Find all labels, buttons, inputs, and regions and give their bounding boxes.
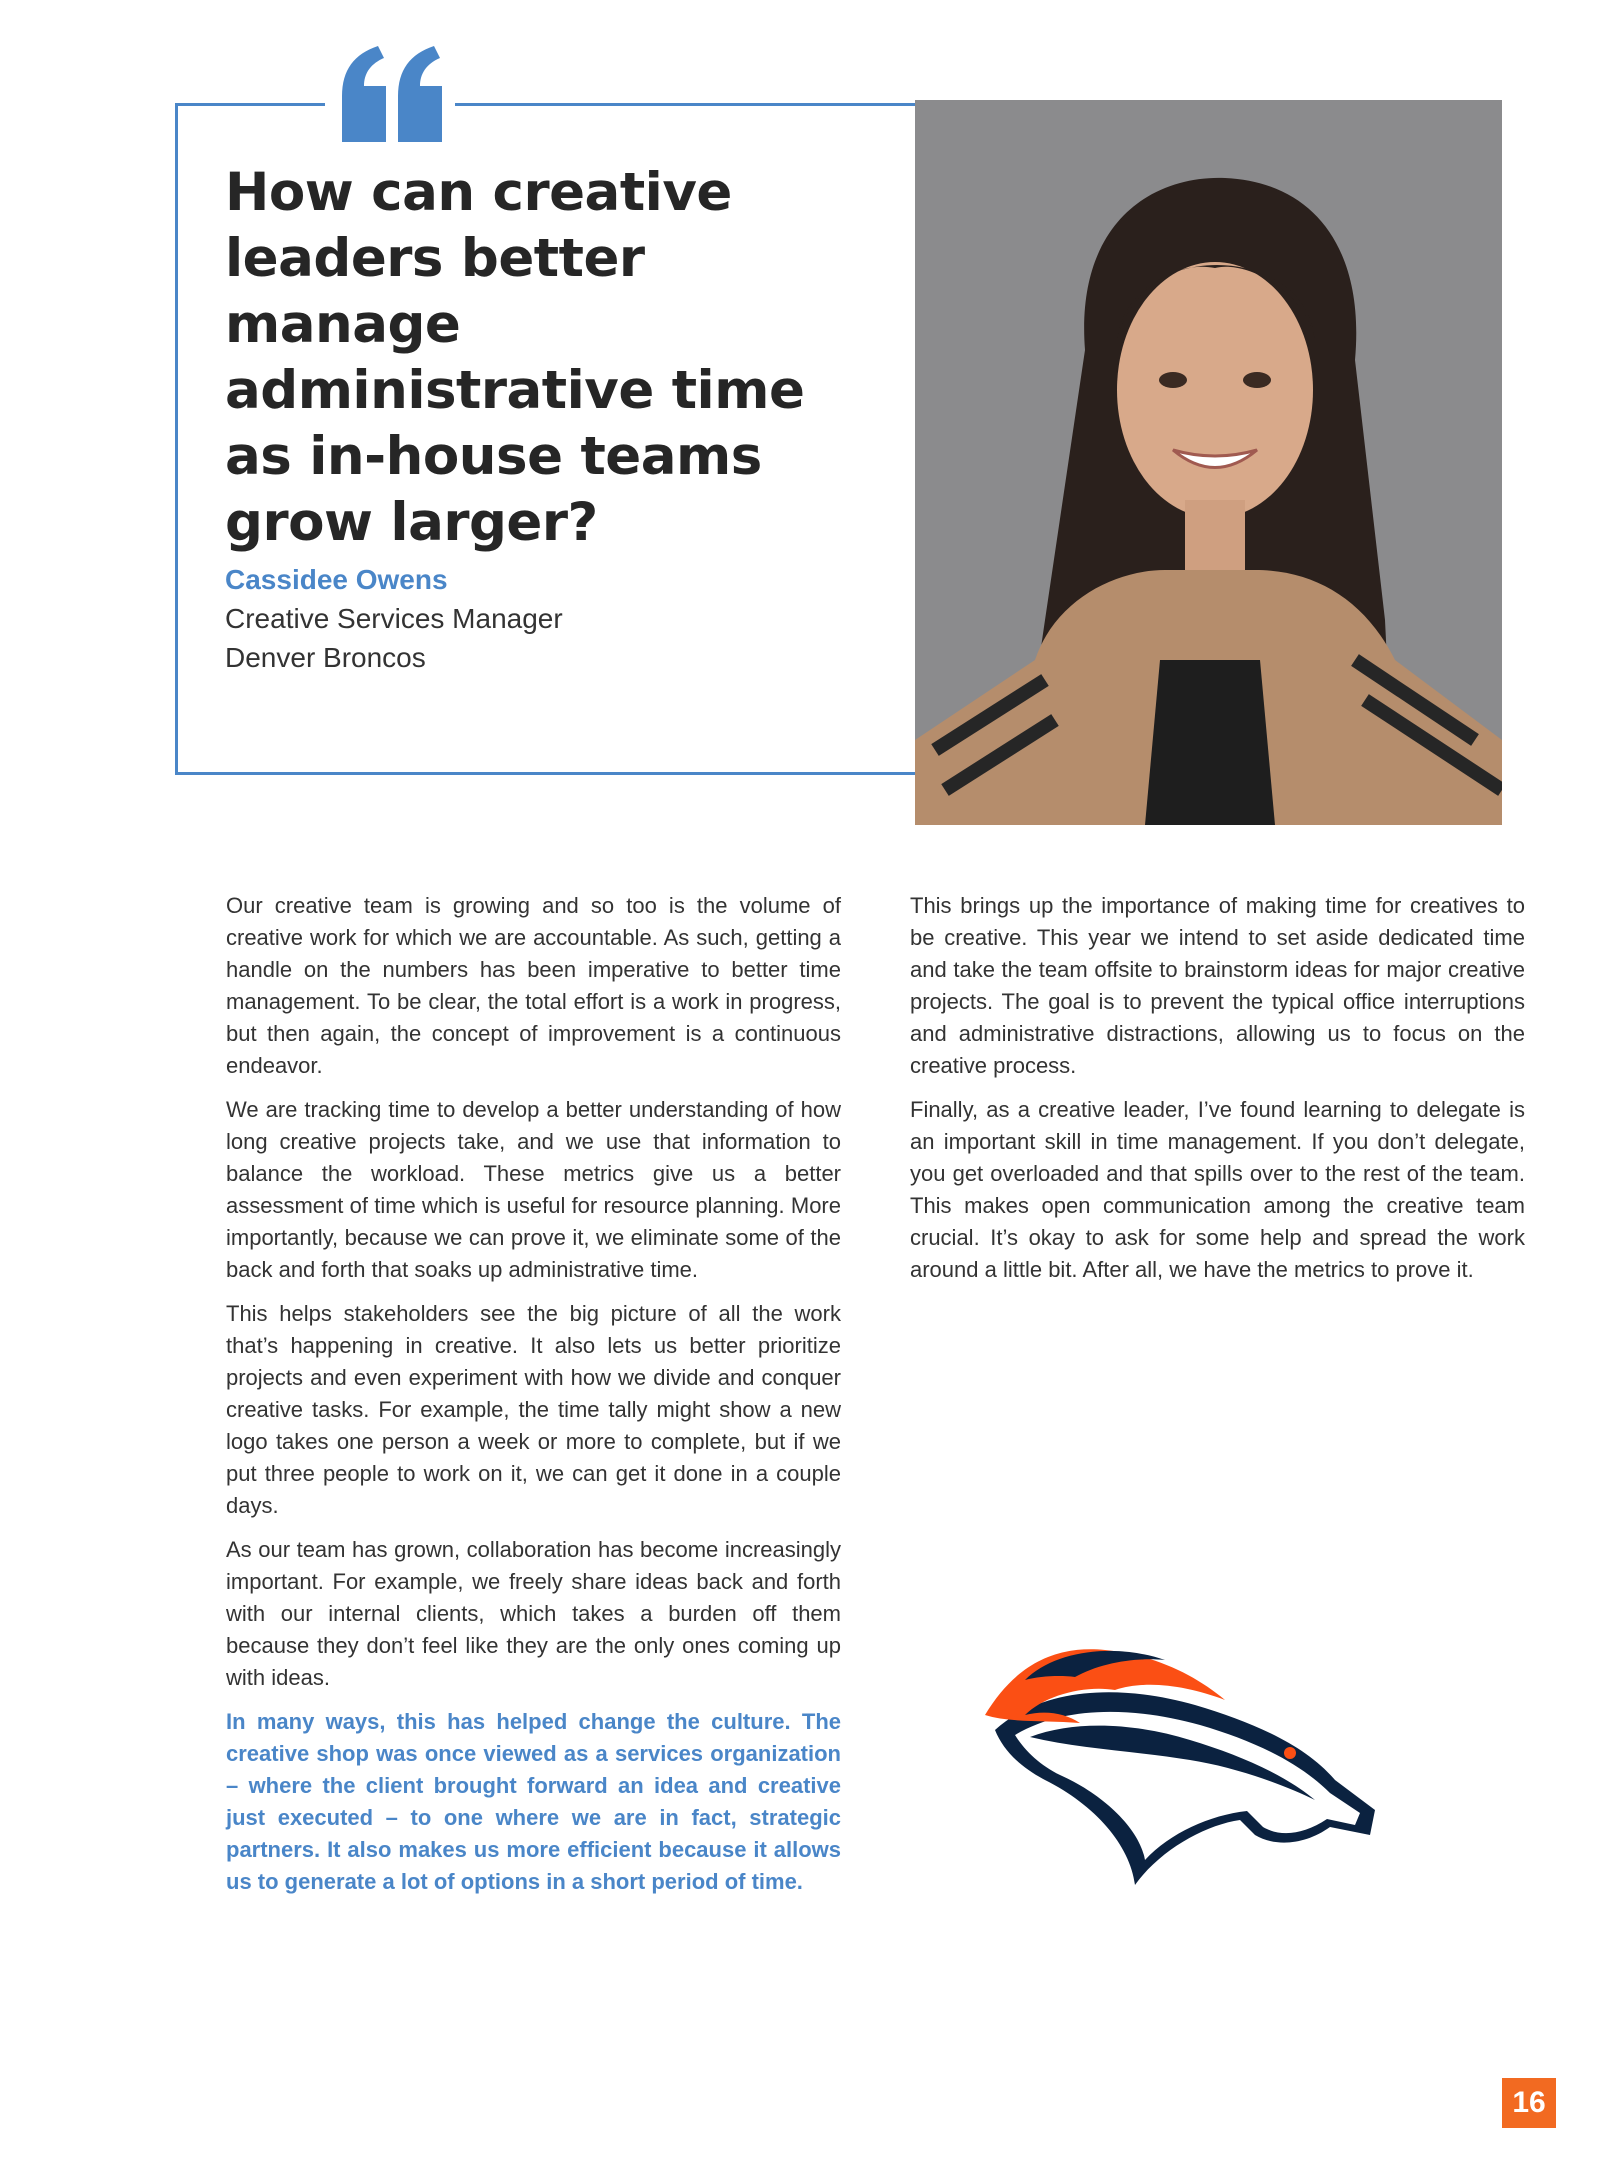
pullquote: In many ways, this has helped change the culture. The creative shop was once viewed as a services organization – where the client brought forward an idea and creative just executed – to one where we are in fact, strategic partners. It also makes us more efficient because it allows us to generate a lot of options in a short period of time. xyxy=(226,1709,841,1894)
quote-mark-icon xyxy=(338,44,446,144)
author-organization: Denver Broncos xyxy=(225,642,426,673)
portrait-illustration xyxy=(915,100,1502,825)
portrait-photo xyxy=(915,100,1502,825)
author-name: Cassidee Owens xyxy=(225,564,448,595)
article-column-left xyxy=(226,890,841,1910)
author-title: Creative Services Manager xyxy=(225,603,563,634)
article-paragraph: This brings up the importance of making time for creatives to be creative. This year we intend to set aside dedicated time and take the team offsite to brainstorm ideas for major creative projects. The goal is to prevent the typical office interruptions and administrative distractions, allowing us to focus on the creative process. xyxy=(910,893,1525,1078)
headline-question: How can creative leaders better manage administrative time as in-house teams grow larger? xyxy=(225,162,805,553)
article-paragraph: We are tracking time to develop a better understanding of how long creative projects take, and we use that information to balance the workload. These metrics give us a better assessment of time which is useful for resource planning. More importantly, because we can prove it, we eliminate some of the back and forth that soaks up administrative time. xyxy=(226,1097,841,1282)
article-paragraph: This helps stakeholders see the big picture of all the work that’s happening in creative. It also lets us better prioritize projects and even experiment with how we divide and conquer creative tasks. For example, the time tally might show a new logo takes one person a week or more to complete, but if we put three people to work on it, we can get it done in a couple days. xyxy=(226,1301,841,1518)
article-paragraph: Our creative team is growing and so too is the volume of creative work for which we are accountable. As such, getting a handle on the numbers has been imperative to better time management. To be clear, the total effort is a work in progress, but then again, the concept of improvement is a continuous endeavor. xyxy=(226,893,841,1078)
article-paragraph: Finally, as a creative leader, I’ve found learning to delegate is an important skill in time management. If you don’t delegate, you get overloaded and that spills over to the rest of the team. This makes open communication among the creative team crucial. It’s okay to ask for some help and spread the work around a little bit. After all, we have the metrics to prove it. xyxy=(910,1097,1525,1282)
page-number: 16 xyxy=(1502,2078,1556,2128)
article-column-right xyxy=(910,890,1525,1298)
article-paragraph: As our team has grown, collaboration has become increasingly important. For example, we freely share ideas back and forth with our internal clients, which takes a burden off them because they don’t feel like they are the only ones coming up with ideas. xyxy=(226,1537,841,1690)
author-block xyxy=(225,560,563,677)
broncos-logo xyxy=(985,1645,1385,1885)
